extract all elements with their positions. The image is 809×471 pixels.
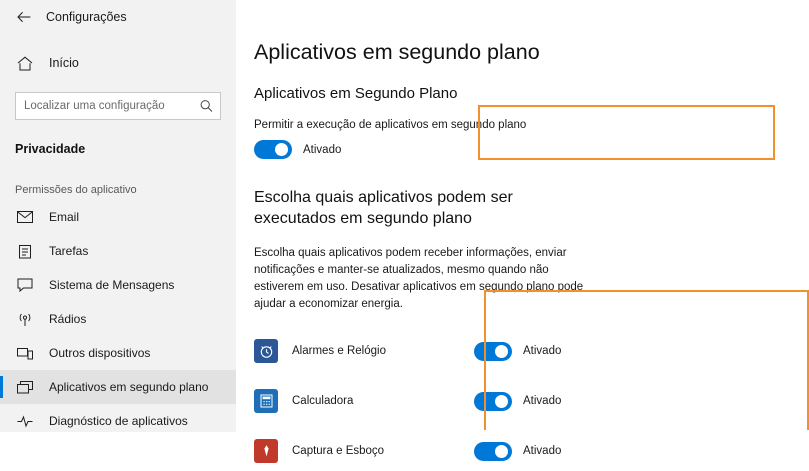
sidebar-item-email-label: Email	[49, 210, 80, 224]
choose-apps-description: Escolha quais aplicativos podem receber informações, enviar notificações e manter-se atualizados, mesmo quando não estiverem em uso. Desativar aplicativos em segundo plano pode ajudar a economizar energia.	[254, 247, 584, 311]
radio-icon	[15, 309, 35, 329]
snip-sketch-icon	[254, 439, 278, 463]
search-box[interactable]	[15, 92, 221, 120]
highlight-box-master-toggle	[478, 105, 775, 160]
sidebar-item-background-apps[interactable]	[0, 370, 236, 404]
sidebar-item-app-diagnostics-label: Diagnóstico de aplicativos	[49, 414, 188, 428]
sidebar-item-email[interactable]	[0, 200, 236, 234]
sidebar-item-home[interactable]	[0, 46, 236, 80]
settings-header	[0, 2, 236, 32]
sidebar-group-app-permissions: Permissões do aplicativo	[15, 184, 137, 196]
settings-title: Configurações	[46, 10, 127, 24]
sidebar-item-home-label: Início	[49, 56, 79, 70]
calculator-icon	[254, 389, 278, 413]
sidebar-item-radios-label: Rádios	[49, 312, 87, 326]
master-toggle-state: Ativado	[303, 143, 342, 156]
tasks-icon	[15, 241, 35, 261]
sidebar-item-messaging-label: Sistema de Mensagens	[49, 278, 175, 292]
highlight-box-app-list	[484, 290, 809, 430]
master-toggle-description: Permitir a execução de aplicativos em segundo plano	[254, 119, 527, 131]
toggle-knob	[495, 445, 508, 458]
sidebar	[0, 0, 236, 432]
diagnostics-icon	[15, 411, 35, 431]
back-arrow-icon[interactable]	[14, 7, 34, 27]
sidebar-item-background-apps-label: Aplicativos em segundo plano	[49, 380, 209, 394]
master-toggle[interactable]	[254, 140, 292, 159]
devices-icon	[15, 343, 35, 363]
app-toggle-state: Ativado	[523, 395, 562, 408]
home-icon	[15, 53, 35, 73]
main-content	[236, 0, 768, 458]
sidebar-item-messaging[interactable]	[0, 268, 236, 302]
background-apps-icon	[15, 377, 35, 397]
app-name: Calculadora	[292, 395, 354, 408]
search-input[interactable]	[16, 93, 220, 119]
choose-apps-heading: Escolha quais aplicativos podem ser executados em segundo plano	[254, 189, 513, 228]
app-name: Captura e Esboço	[292, 445, 385, 458]
app-toggle-state: Ativado	[523, 345, 562, 358]
sidebar-item-tasks-label: Tarefas	[49, 244, 89, 258]
app-toggle[interactable]	[474, 442, 512, 461]
sidebar-item-tasks[interactable]	[0, 234, 236, 268]
section-title: Aplicativos em Segundo Plano	[254, 85, 458, 102]
sidebar-item-radios[interactable]	[0, 302, 236, 336]
alarm-clock-icon	[254, 339, 278, 363]
search-icon[interactable]	[200, 100, 213, 113]
page-title: Aplicativos em segundo plano	[254, 40, 540, 64]
app-toggle-state: Ativado	[523, 445, 562, 458]
toggle-knob	[275, 143, 288, 156]
sidebar-item-other-devices-label: Outros dispositivos	[49, 346, 151, 360]
sidebar-item-other-devices[interactable]	[0, 336, 236, 370]
list-item	[254, 431, 748, 471]
sidebar-item-app-diagnostics[interactable]	[0, 404, 236, 438]
sidebar-section-privacy: Privacidade	[15, 142, 86, 156]
mail-icon	[15, 207, 35, 227]
message-icon	[15, 275, 35, 295]
app-name: Alarmes e Relógio	[292, 345, 386, 358]
